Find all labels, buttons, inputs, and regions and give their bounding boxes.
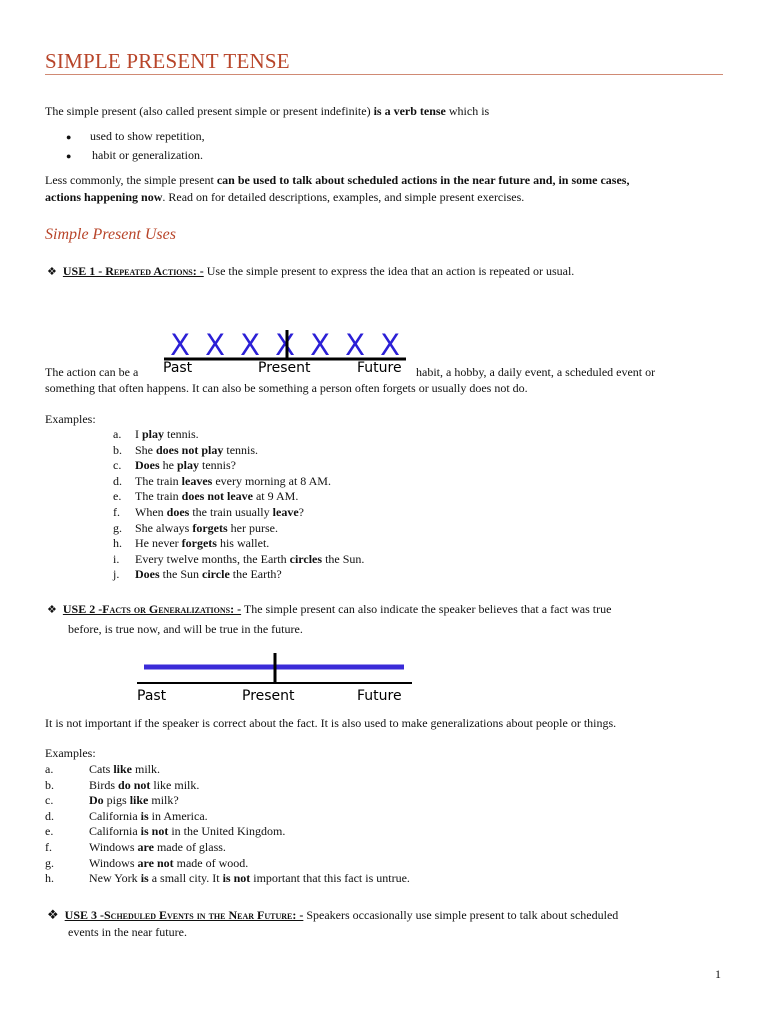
use2-text: The simple present can also indicate the speaker believes that a fact was true xyxy=(241,602,612,616)
example-item xyxy=(113,458,364,474)
example-letter: a. xyxy=(45,762,54,776)
example-text: New York xyxy=(89,871,141,886)
title-rule xyxy=(45,74,723,75)
example-text: does not leave xyxy=(181,489,253,504)
example-text: Every twelve months, the Earth xyxy=(135,551,290,566)
example-text: tennis. xyxy=(223,442,259,457)
use1-desc-pre: The action can be a xyxy=(45,365,139,379)
example-text: the Earth? xyxy=(229,567,282,582)
example-letter: c. xyxy=(113,458,122,473)
example-letter: a. xyxy=(113,427,122,441)
example-text: are not xyxy=(137,855,174,870)
example-text: the Sun xyxy=(159,567,203,582)
example-item xyxy=(45,840,410,856)
example-item xyxy=(113,521,364,537)
diamond-bullet-icon: ❖ xyxy=(47,907,59,922)
timeline-mark: X xyxy=(170,328,190,362)
example-text: leaves xyxy=(181,473,213,488)
example-text: pigs xyxy=(103,793,130,808)
example-text: is not xyxy=(222,871,251,886)
example-letter: i. xyxy=(113,551,120,566)
intro-bullet-2 xyxy=(66,147,71,165)
less-common-pre: Less commonly, the simple present xyxy=(45,173,217,187)
examples1-list xyxy=(113,427,364,583)
example-text: forgets xyxy=(192,520,228,535)
example-letter: h. xyxy=(45,871,54,886)
use1-desc-line2: something that often happens. It can also be something a person often forgets or usually does not do. xyxy=(45,381,528,395)
use2-heading: USE 2 -Facts or Generalizations: - xyxy=(62,602,242,616)
use3-heading: USE 3 -Scheduled Events in the Near Future: - xyxy=(64,908,304,922)
example-text: every morning at 8 AM. xyxy=(212,473,331,488)
example-text: the train usually xyxy=(189,504,273,519)
timeline-mark: X xyxy=(310,328,330,362)
example-text: do not xyxy=(118,777,151,792)
less-common-line-2 xyxy=(45,189,524,206)
example-letter: e. xyxy=(113,489,122,504)
example-text: Windows xyxy=(89,839,138,854)
example-text: tennis. xyxy=(164,427,199,441)
bullet-dot-icon: ● xyxy=(66,151,72,161)
example-letter: d. xyxy=(113,473,122,488)
less-common-bold-2: actions happening now xyxy=(45,190,163,204)
example-text: in the United Kingdom. xyxy=(168,824,286,839)
timeline1-label-past: Past xyxy=(163,360,193,376)
example-text: is xyxy=(140,871,149,886)
examples1-label: Examples: xyxy=(45,412,96,426)
example-text: tennis? xyxy=(199,458,237,473)
use1-text: Use the simple present to express the idea that an action is repeated or usual. xyxy=(203,264,575,278)
example-letter: b. xyxy=(113,442,122,457)
use1-line xyxy=(47,263,574,281)
example-text: When xyxy=(135,504,167,519)
less-common-line-1 xyxy=(45,172,629,189)
example-item xyxy=(113,552,364,568)
example-item xyxy=(113,489,364,505)
example-text: Birds xyxy=(89,777,119,792)
example-item xyxy=(45,778,410,794)
example-text: play xyxy=(177,458,200,473)
example-text: are xyxy=(137,839,154,854)
example-text: does not play xyxy=(156,442,224,457)
example-letter: f. xyxy=(113,504,120,519)
example-item xyxy=(45,809,410,825)
less-common-post: . Read on for detailed descriptions, examples, and simple present exercises. xyxy=(162,190,525,204)
example-item xyxy=(45,856,410,872)
example-letter: g. xyxy=(45,855,54,870)
example-text: She xyxy=(135,442,156,457)
example-item xyxy=(113,505,364,521)
example-text: Do xyxy=(89,793,104,808)
example-text: forgets xyxy=(181,536,217,551)
bullet-dot-icon: ● xyxy=(66,132,72,142)
example-text: his wallet. xyxy=(216,536,270,551)
example-item xyxy=(113,427,364,443)
example-text: I xyxy=(135,427,142,441)
intro-text-post: which is xyxy=(445,104,490,118)
intro-bullet-1-text: used to show repetition, xyxy=(90,129,205,143)
examples2-label: Examples: xyxy=(45,746,96,760)
example-text: made of wood. xyxy=(173,855,249,870)
timeline2-label-past: Past xyxy=(137,688,167,704)
use2-desc: It is not important if the speaker is correct about the fact. It is also used to make generalizations about people or things. xyxy=(45,716,617,730)
example-letter: j. xyxy=(113,567,120,582)
example-text: like xyxy=(113,762,133,776)
example-text: She always xyxy=(135,520,193,535)
intro-text-pre: The simple present (also called present simple or present indefinite) xyxy=(45,104,374,118)
use2-line xyxy=(47,601,611,619)
example-text: California xyxy=(89,824,141,839)
example-text: He never xyxy=(135,536,182,551)
example-item xyxy=(113,567,364,583)
example-item xyxy=(45,793,410,809)
timeline2-label-future: Future xyxy=(357,688,402,704)
example-text: The train xyxy=(135,489,182,504)
example-text: in America. xyxy=(148,808,208,823)
timeline-mark: X xyxy=(345,328,365,362)
timeline-mark: X xyxy=(380,328,400,362)
example-text: circle xyxy=(202,567,230,582)
example-text: he xyxy=(159,458,177,473)
timeline2-label-present: Present xyxy=(242,688,295,704)
example-text: her purse. xyxy=(227,520,278,535)
example-text: milk. xyxy=(132,762,161,776)
example-text: California xyxy=(89,808,141,823)
use2-line2: before, is true now, and will be true in the future. xyxy=(68,622,303,636)
timeline1-label-present: Present xyxy=(258,360,311,376)
example-text: like milk. xyxy=(150,777,200,792)
example-text: made of glass. xyxy=(153,839,226,854)
example-letter: f. xyxy=(45,839,52,854)
use1-heading: USE 1 - Repeated Actions: - xyxy=(62,264,204,278)
example-text: Does xyxy=(135,567,160,582)
example-text: does xyxy=(166,504,190,519)
example-text: ? xyxy=(298,504,304,519)
example-text: is xyxy=(140,808,149,823)
intro-bullet-2-text: habit or generalization. xyxy=(92,148,203,162)
example-text: Does xyxy=(135,458,160,473)
example-letter: h. xyxy=(113,536,122,551)
examples2-list xyxy=(45,762,410,887)
use1-desc-post: habit, a hobby, a daily event, a scheduled event or xyxy=(416,365,656,379)
example-text: play xyxy=(142,427,165,441)
use3-text: Speakers occasionally use simple present to talk about scheduled xyxy=(303,908,619,922)
example-item xyxy=(45,871,410,887)
timeline-mark: X xyxy=(205,328,225,362)
example-item xyxy=(113,474,364,490)
example-letter: c. xyxy=(45,793,54,808)
timeline-mark: X xyxy=(275,328,295,362)
timeline-mark: X xyxy=(240,328,260,362)
intro-paragraph xyxy=(45,103,489,120)
example-letter: g. xyxy=(113,520,122,535)
example-text: is xyxy=(140,824,149,839)
example-text: at 9 AM. xyxy=(252,489,299,504)
example-text: like xyxy=(129,793,149,808)
example-letter: e. xyxy=(45,824,54,839)
timeline-facts xyxy=(134,650,414,690)
example-letter: b. xyxy=(45,777,54,792)
use3-line2: events in the near future. xyxy=(68,925,187,939)
page-number: 1 xyxy=(715,967,721,981)
diamond-bullet-icon: ❖ xyxy=(47,266,57,278)
timeline1-label-future: Future xyxy=(357,360,402,376)
example-item xyxy=(45,824,410,840)
example-text: circles xyxy=(289,551,323,566)
example-text: not xyxy=(151,824,169,839)
example-text: Cats xyxy=(89,762,114,776)
example-text: milk? xyxy=(148,793,179,808)
example-text: important that this fact is untrue. xyxy=(250,871,410,886)
section-heading: Simple Present Uses xyxy=(45,226,176,243)
diamond-bullet-icon: ❖ xyxy=(47,604,57,616)
example-item xyxy=(113,443,364,459)
example-text: leave xyxy=(272,504,299,519)
intro-bullet-1 xyxy=(66,128,71,146)
example-text: The train xyxy=(135,473,182,488)
page-title: SIMPLE PRESENT TENSE xyxy=(45,49,290,73)
example-letter: d. xyxy=(45,808,54,823)
example-text: a small city. It xyxy=(148,871,223,886)
example-item xyxy=(113,536,364,552)
example-text: the Sun. xyxy=(322,551,365,566)
intro-text-bold: is a verb tense xyxy=(373,104,446,118)
use3-line xyxy=(47,906,618,924)
example-text: Windows xyxy=(89,855,138,870)
less-common-bold-1: can be used to talk about scheduled actions in the near future and, in some cases, xyxy=(216,173,630,187)
example-item xyxy=(45,762,410,778)
